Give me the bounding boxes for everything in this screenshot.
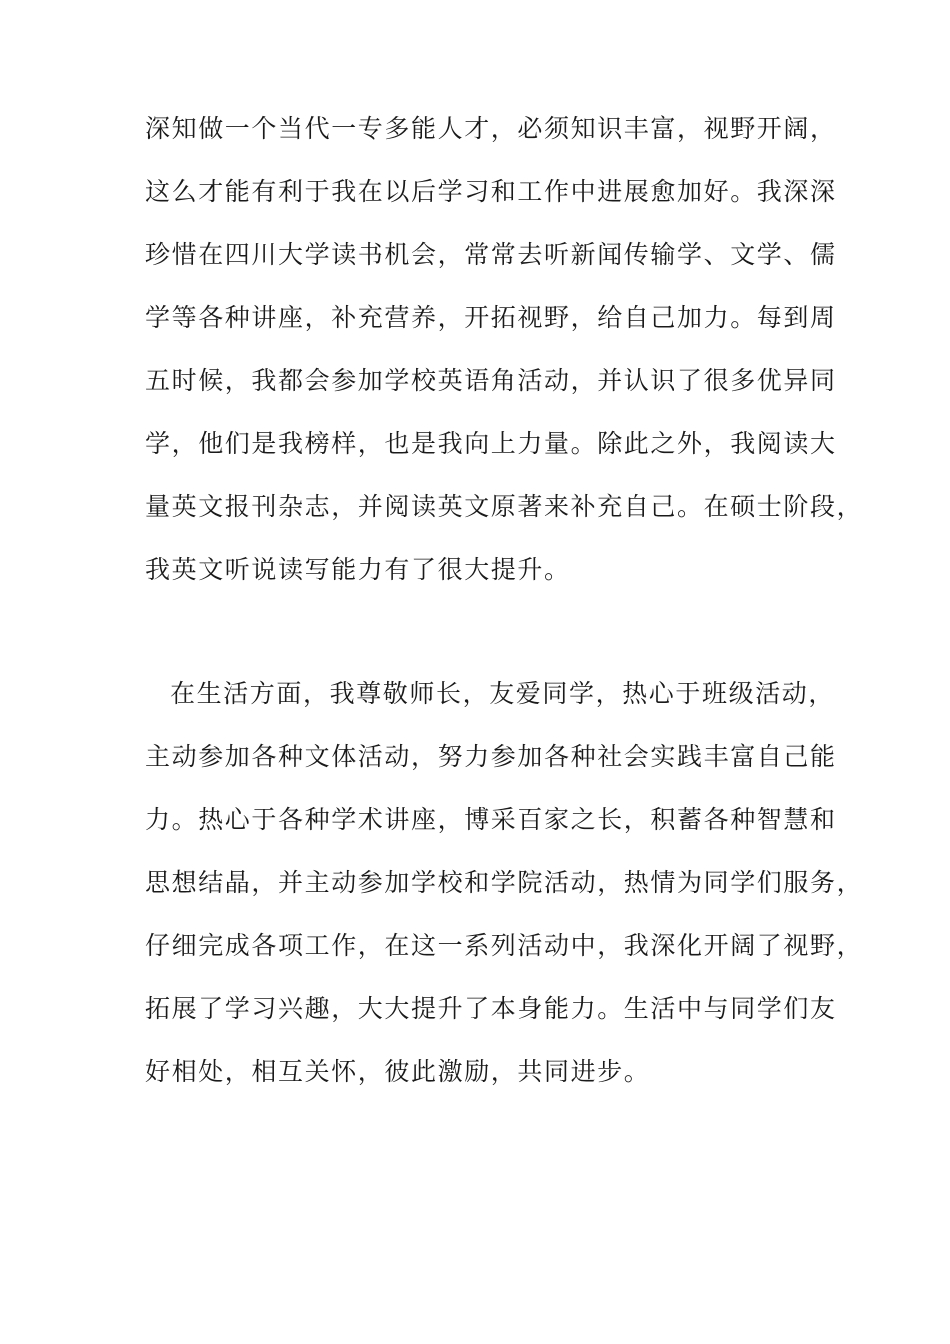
paragraph-line: 深知做一个当代一专多能人才，必须知识丰富，视野开阔， (145, 114, 837, 143)
paragraph-line: 主动参加各种文体活动，努力参加各种社会实践丰富自己能 (145, 742, 837, 771)
paragraph-line: 这么才能有利于我在以后学习和工作中进展愈加好。我深深 (145, 177, 837, 206)
paragraph-line: 五时候，我都会参加学校英语角活动，并认识了很多优异同 (145, 366, 837, 395)
paragraph-line: 仔细完成各项工作，在这一系列活动中，我深化开阔了视野， (145, 931, 864, 960)
paragraph-line: 好相处，相互关怀，彼此激励，共同进步。 (145, 1057, 651, 1086)
paragraph-line: 在生活方面，我尊敬师长，友爱同学，热心于班级活动， (170, 679, 836, 708)
paragraph-line: 拓展了学习兴趣，大大提升了本身能力。生活中与同学们友 (145, 994, 837, 1023)
paragraph-line: 学，他们是我榜样，也是我向上力量。除此之外，我阅读大 (145, 429, 837, 458)
paragraph-line: 思想结晶，并主动参加学校和学院活动，热情为同学们服务， (145, 868, 864, 897)
paragraph-line: 学等各种讲座，补充营养，开拓视野，给自己加力。每到周 (145, 303, 837, 332)
paragraph-line: 珍惜在四川大学读书机会，常常去听新闻传输学、文学、儒 (145, 240, 837, 269)
paragraph-line: 我英文听说读写能力有了很大提升。 (145, 555, 571, 584)
paragraph-line: 量英文报刊杂志，并阅读英文原著来补充自己。在硕士阶段， (145, 492, 864, 521)
paragraph-line: 力。热心于各种学术讲座，博采百家之长，积蓄各种智慧和 (145, 805, 837, 834)
